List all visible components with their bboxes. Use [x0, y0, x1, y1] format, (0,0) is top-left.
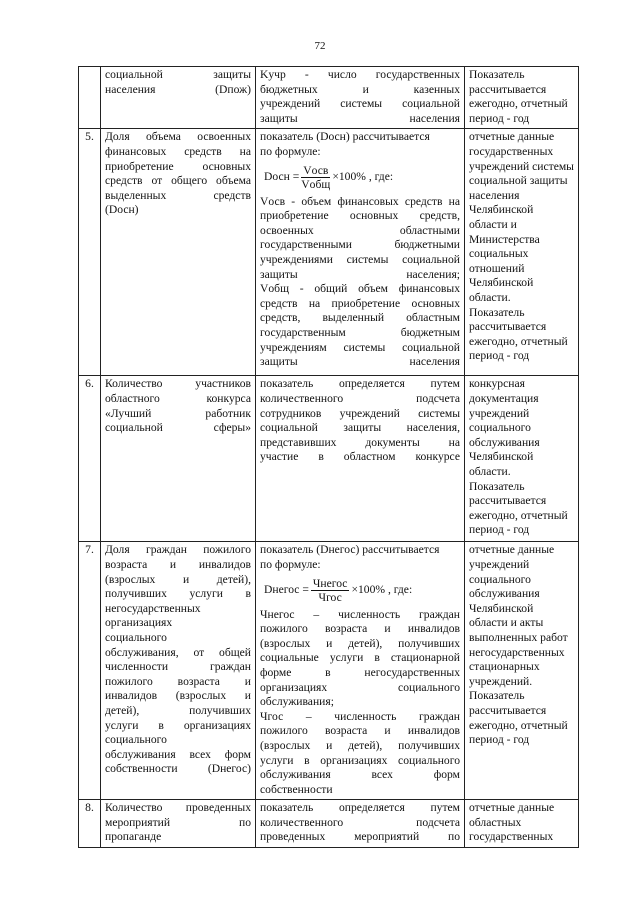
text-line: Показатель: [469, 68, 525, 81]
text-line: Количество участников: [105, 377, 251, 391]
indicator-name-cell: [101, 129, 256, 376]
row-number: 8.: [79, 800, 101, 848]
text-line: документация: [469, 391, 539, 405]
text-line: защиты населения;: [260, 267, 460, 281]
text-line: рассчитывается: [469, 494, 547, 508]
text-line: конкурсная: [469, 377, 525, 391]
text-line: отношений: [469, 261, 525, 275]
text-line: Kучр - число государственных: [260, 68, 460, 81]
text-line: области и акты: [469, 616, 544, 630]
formula: [264, 577, 460, 604]
text-line: Министерства: [469, 232, 540, 246]
text-line: рассчитывается: [469, 320, 547, 334]
indicator-name-cell: [101, 800, 256, 848]
text-line: обслуживания, от общей: [105, 645, 251, 659]
fraction-denominator: Vобщ: [301, 177, 331, 191]
text-line: защиты населения: [260, 111, 460, 125]
text-line: «Лучший работник: [105, 406, 251, 420]
formula-lhs: Dнегос =: [264, 582, 309, 596]
text-line: социальных: [469, 247, 529, 261]
text-line: защиты населения: [260, 355, 460, 369]
text-line: приобретение основных: [105, 159, 251, 173]
text-line: услуги в организациях социального: [260, 753, 460, 767]
indicator-name-cell: [101, 67, 256, 129]
text-line: пожилого возраста и: [105, 674, 251, 688]
text-line: (Dосн): [105, 203, 139, 217]
text-line: пожилого возраста и инвалидов: [260, 724, 460, 738]
text-line: период - год: [469, 111, 530, 125]
text-line: период - год: [469, 733, 530, 747]
text-line: Чнегос – численность граждан: [260, 607, 460, 621]
text-line: показатель определяется путем: [260, 377, 460, 391]
text-line: ежегодно, отчетный: [469, 334, 568, 348]
text-line: обслуживания всех форм: [105, 747, 251, 761]
table-row: [79, 542, 579, 800]
calculation-method-cell: [256, 376, 465, 542]
text-line: государственных: [469, 830, 554, 844]
text-line: социальной сферы»: [105, 421, 251, 435]
text-line: Показатель: [469, 479, 525, 493]
text-line: пропаганде: [105, 830, 162, 844]
text-line: проведенных мероприятий по: [260, 830, 460, 844]
text-line: социальной защиты населения,: [260, 421, 460, 435]
text-line: социального: [105, 630, 167, 644]
formula: [264, 164, 460, 191]
text-line: отчетные данные: [469, 543, 555, 557]
text-line: учреждений системы: [469, 159, 574, 173]
text-line: выделенных средств: [105, 188, 251, 202]
data-source-cell: [465, 800, 579, 848]
text-line: Доля граждан пожилого: [105, 543, 251, 557]
text-line: области и: [469, 217, 517, 231]
text-line: средств на приобретение основных: [260, 296, 460, 310]
formula-rhs: ×100% , где:: [332, 169, 394, 183]
text-line: получивших услуги в: [105, 587, 251, 601]
text-line: по формуле:: [260, 144, 321, 158]
text-line: услуги в организациях: [105, 718, 251, 732]
text-line: количественного подсчета: [260, 391, 460, 405]
text-line: показатель (Dосн) рассчитывается: [260, 130, 430, 144]
page-number: 72: [314, 40, 326, 52]
calculation-method-cell: [256, 800, 465, 848]
table-row: [79, 129, 579, 376]
text-line: стационарных: [469, 660, 540, 674]
text-line: отчетные данные: [469, 801, 555, 815]
fraction-numerator: Чнегос: [312, 576, 348, 590]
text-line: рассчитывается: [469, 703, 547, 717]
calculation-method-cell: [256, 542, 465, 800]
row-number: 7.: [79, 542, 101, 800]
text-line: области.: [469, 464, 511, 478]
data-source-cell: [465, 67, 579, 129]
text-line: негосударственных: [469, 645, 565, 659]
formula-fraction: [311, 577, 350, 604]
text-line: (взрослых и детей), получивших: [260, 636, 460, 650]
table-row: [79, 67, 579, 129]
text-line: организациях: [105, 616, 173, 630]
table-row: [79, 376, 579, 542]
text-line: негосударственных: [105, 601, 201, 615]
text-line: населения: [469, 188, 520, 202]
text-line: учреждений системы социальной: [260, 97, 460, 111]
data-source-cell: [465, 129, 579, 376]
text-line: социального: [469, 421, 531, 435]
text-line: показатель определяется путем: [260, 801, 460, 815]
text-line: средств от общего объема: [105, 174, 251, 188]
fraction-numerator: Vосв: [303, 163, 329, 177]
formula-lhs: Dосн =: [264, 169, 300, 183]
formula-fraction: [301, 164, 330, 191]
fraction-denominator: Чгос: [318, 590, 342, 604]
text-line: выполненных работ: [469, 630, 568, 644]
text-line: Челябинской: [469, 450, 534, 464]
text-line: ежегодно, отчетный: [469, 97, 568, 111]
text-line: инвалидов (взрослых и: [105, 689, 251, 703]
text-line: населения (Dпож): [105, 82, 251, 96]
text-line: организациях социального: [260, 680, 460, 694]
data-source-cell: [465, 376, 579, 542]
table-row: [79, 800, 579, 848]
text-line: Vобщ - общий объем финансовых: [260, 282, 460, 296]
text-line: сотрудников учреждений системы: [260, 406, 460, 420]
text-line: участие в областном конкурсе: [260, 450, 460, 464]
text-line: детей), получивших: [105, 703, 251, 717]
text-line: период - год: [469, 349, 530, 363]
text-line: финансовых средств на: [105, 144, 251, 158]
text-line: Vосв - объем финансовых средств на: [260, 194, 460, 208]
text-line: Челябинской: [469, 203, 534, 217]
text-line: Показатель: [469, 305, 525, 319]
row-number: [79, 67, 101, 129]
text-line: обслуживания всех форм: [260, 768, 460, 782]
text-line: учреждениям системы социальной: [260, 340, 460, 354]
text-line: Челябинской: [469, 601, 534, 615]
text-line: области.: [469, 290, 511, 304]
text-line: средств, выделенный областным: [260, 311, 460, 325]
text-line: собственности: [260, 782, 333, 796]
text-line: Доля объема освоенных: [105, 130, 251, 144]
calculation-method-cell: [256, 67, 465, 129]
text-line: освоенных областными: [260, 223, 460, 237]
text-line: по формуле:: [260, 557, 321, 571]
text-line: социальной защиты: [469, 174, 568, 188]
text-line: Челябинской: [469, 276, 534, 290]
text-line: учреждений.: [469, 674, 533, 688]
text-line: представивших документы на: [260, 435, 460, 449]
text-line: количественного подсчета: [260, 815, 460, 829]
text-line: учреждений: [469, 557, 530, 571]
text-line: областных: [469, 815, 522, 829]
text-line: Количество проведенных: [105, 801, 251, 815]
text-line: собственности (Dнегос): [105, 762, 251, 776]
text-line: учреждениями системы социальной: [260, 252, 460, 266]
text-line: государственных: [469, 144, 554, 158]
text-line: мероприятий по: [105, 815, 251, 829]
formula-rhs: ×100% , где:: [351, 582, 413, 596]
indicator-name-cell: [101, 376, 256, 542]
text-line: областного конкурса: [105, 391, 251, 405]
text-line: бюджетных и казенных: [260, 82, 460, 96]
text-line: форме в негосударственных: [260, 665, 460, 679]
text-line: Показатель: [469, 689, 525, 703]
text-line: пожилого возраста и инвалидов: [260, 622, 460, 636]
text-line: социального: [105, 733, 167, 747]
indicator-name-cell: [101, 542, 256, 800]
text-line: социальные услуги в стационарной: [260, 651, 460, 665]
text-line: период - год: [469, 523, 530, 537]
text-line: (взрослых и детей), получивших: [260, 738, 460, 752]
data-source-cell: [465, 542, 579, 800]
calculation-method-cell: [256, 129, 465, 376]
text-line: социального: [469, 572, 531, 586]
text-line: приобретение основных средств,: [260, 209, 460, 223]
row-number: 5.: [79, 129, 101, 376]
indicator-table: [78, 66, 579, 848]
text-line: обслуживания;: [260, 695, 334, 709]
text-line: показатель (Dнегос) рассчитывается: [260, 543, 440, 557]
text-line: государственными бюджетными: [260, 238, 460, 252]
text-line: (взрослых и детей),: [105, 572, 251, 586]
text-line: социальной защиты: [105, 68, 251, 81]
text-line: возраста и инвалидов: [105, 557, 251, 571]
row-number: 6.: [79, 376, 101, 542]
text-line: обслуживания: [469, 435, 540, 449]
text-line: ежегодно, отчетный: [469, 718, 568, 732]
text-line: обслуживания: [469, 587, 540, 601]
text-line: ежегодно, отчетный: [469, 508, 568, 522]
text-line: рассчитывается: [469, 82, 547, 96]
text-line: отчетные данные: [469, 130, 555, 144]
text-line: учреждений: [469, 406, 530, 420]
text-line: численности граждан: [105, 660, 251, 674]
text-line: государственным бюджетным: [260, 325, 460, 339]
text-line: Чгос – численность граждан: [260, 709, 460, 723]
